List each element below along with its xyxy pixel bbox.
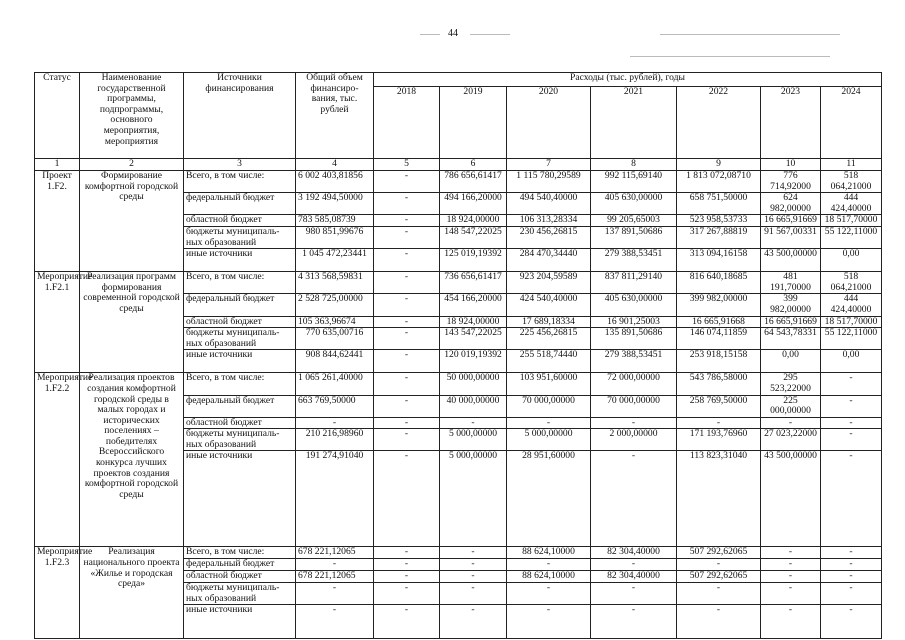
funding-source: бюджеты муниципаль-ных образований [184,429,296,451]
column-number: 3 [184,159,296,171]
year-value: - [761,571,821,583]
total-value: 4 313 568,59831 [296,272,374,294]
table-row [35,547,882,559]
year-value: 624 982,00000 [761,193,821,215]
year-value: 405 630,00000 [591,294,677,316]
year-value: - [821,429,882,451]
year-value: 28 951,60000 [507,451,591,547]
funding-source: бюджеты муниципаль-ных образований [184,328,296,350]
total-value: 908 844,62441 [296,350,374,373]
year-value: 16 665,91669 [761,215,821,227]
table-row [35,171,882,193]
row-name: Формирование комфортной городской среды [80,171,184,272]
column-number: 4 [296,159,374,171]
year-value: 507 292,62065 [677,571,761,583]
budget-table [34,72,882,639]
total-value: - [296,605,374,639]
header-name: Наименование государственной программы, подпрограммы, основного мероприятия, мероприятия [80,73,184,159]
year-value: - [761,417,821,429]
year-value: 55 122,11000 [821,328,882,350]
funding-source: иные источники [184,451,296,547]
funding-source: федеральный бюджет [184,193,296,215]
year-value: - [761,583,821,605]
row-status: Мероприятие 1.F2.2 [35,373,80,547]
funding-source: Всего, в том числе: [184,272,296,294]
year-value: 88 624,10000 [507,571,591,583]
year-value: 494 166,20000 [440,193,507,215]
year-value: 70 000,00000 [507,395,591,417]
year-value: 137 891,50686 [591,226,677,248]
year-value: 279 388,53451 [591,249,677,272]
year-value: 16 665,91669 [761,316,821,328]
year-value: 992 115,69140 [591,171,677,193]
header-source: Источники финансирования [184,73,296,159]
year-value: - [374,417,440,429]
year-value: - [374,215,440,227]
year-value: - [677,583,761,605]
year-value: - [374,547,440,559]
year-value: 70 000,00000 [591,395,677,417]
year-value: 253 918,15158 [677,350,761,373]
year-value: - [440,605,507,639]
year-value: 776 714,92000 [761,171,821,193]
year-value: 258 769,50000 [677,395,761,417]
funding-source: иные источники [184,249,296,272]
year-value: 230 456,26815 [507,226,591,248]
year-value: 279 388,53451 [591,350,677,373]
year-value: - [591,417,677,429]
year-value: 17 689,18334 [507,316,591,328]
year-value: 518 064,21000 [821,171,882,193]
funding-source: бюджеты муниципаль-ных образований [184,226,296,248]
row-status: Мероприятие 1.F2.3 [35,547,80,639]
year-value: 125 019,19392 [440,249,507,272]
year-value: 146 074,11859 [677,328,761,350]
year-value: 148 547,22025 [440,226,507,248]
total-value: - [296,559,374,571]
year-value: - [507,605,591,639]
total-value: 210 216,98960 [296,429,374,451]
year-value: - [821,571,882,583]
funding-source: областной бюджет [184,417,296,429]
total-value: 770 635,00716 [296,328,374,350]
year-value: 5 000,00000 [440,451,507,547]
year-value: - [374,272,440,294]
year-value: - [374,605,440,639]
year-value: 43 500,00000 [761,451,821,547]
year-value: 225 456,26815 [507,328,591,350]
year-value: 99 205,65003 [591,215,677,227]
year-value: - [507,559,591,571]
total-value: 1 045 472,23441 [296,249,374,272]
funding-source: бюджеты муниципаль-ных образований [184,583,296,605]
table-row [35,272,882,294]
year-value: 18 517,70000 [821,215,882,227]
header-year: 2023 [761,87,821,159]
year-value: - [374,451,440,547]
year-value: - [374,350,440,373]
funding-source: областной бюджет [184,215,296,227]
year-value: 736 656,61417 [440,272,507,294]
year-value: 82 304,40000 [591,547,677,559]
row-name: Реализация программ формирования современной городской среды [80,272,184,373]
year-value: - [374,429,440,451]
year-value: - [374,583,440,605]
header-year: 2021 [591,87,677,159]
year-value: - [821,373,882,395]
total-value: 1 065 261,40000 [296,373,374,395]
year-value: - [507,417,591,429]
header-year: 2019 [440,87,507,159]
year-value: - [440,571,507,583]
year-value: - [761,547,821,559]
year-value: 72 000,00000 [591,373,677,395]
column-number: 8 [591,159,677,171]
year-value: 523 958,53733 [677,215,761,227]
year-value: 50 000,00000 [440,373,507,395]
total-value: - [296,417,374,429]
total-value: 3 192 494,50000 [296,193,374,215]
year-value: 82 304,40000 [591,571,677,583]
total-value: - [296,583,374,605]
funding-source: Всего, в том числе: [184,373,296,395]
page-number: 44 [448,28,458,39]
year-value: - [374,373,440,395]
year-value: 1 813 072,08710 [677,171,761,193]
table-row [35,373,882,395]
year-value: 55 122,11000 [821,226,882,248]
year-value: - [821,547,882,559]
year-value: 481 191,70000 [761,272,821,294]
year-value: - [821,451,882,547]
year-value: 816 640,18685 [677,272,761,294]
total-value: 6 002 403,81856 [296,171,374,193]
year-value: 837 811,29140 [591,272,677,294]
year-value: 786 656,61417 [440,171,507,193]
total-value: 980 851,99676 [296,226,374,248]
year-value: 295 523,22000 [761,373,821,395]
year-value: - [591,583,677,605]
funding-source: областной бюджет [184,316,296,328]
year-value: 313 094,16158 [677,249,761,272]
scan-artifact [420,34,440,35]
funding-source: иные источники [184,350,296,373]
year-value: 444 424,40000 [821,294,882,316]
year-value: 284 470,34440 [507,249,591,272]
year-value: - [440,583,507,605]
year-value: - [761,559,821,571]
year-value: 91 567,00331 [761,226,821,248]
year-value: - [591,451,677,547]
header-year: 2024 [821,87,882,159]
column-number: 7 [507,159,591,171]
year-value: 5 000,00000 [440,429,507,451]
year-value: 43 500,00000 [761,249,821,272]
total-value: 663 769,50000 [296,395,374,417]
year-value: 225 000,00000 [761,395,821,417]
year-value: 106 313,28334 [507,215,591,227]
year-value: 64 543,78331 [761,328,821,350]
year-value: 0,00 [821,249,882,272]
column-number: 6 [440,159,507,171]
column-number: 5 [374,159,440,171]
column-number: 2 [80,159,184,171]
year-value: - [374,316,440,328]
year-value: - [761,605,821,639]
year-value: 399 982,00000 [677,294,761,316]
year-value: 5 000,00000 [507,429,591,451]
year-value: - [821,605,882,639]
year-value: 88 624,10000 [507,547,591,559]
funding-source: Всего, в том числе: [184,547,296,559]
year-value: - [677,605,761,639]
year-value: - [374,571,440,583]
year-value: 103 951,60000 [507,373,591,395]
year-value: - [374,171,440,193]
year-value: - [591,559,677,571]
year-value: 518 064,21000 [821,272,882,294]
year-value: 405 630,00000 [591,193,677,215]
scan-artifact [630,56,830,57]
total-value: 191 274,91040 [296,451,374,547]
year-value: 18 924,00000 [440,215,507,227]
year-value: - [821,395,882,417]
scan-artifact [470,34,510,35]
year-value: 113 823,31040 [677,451,761,547]
year-value: 1 115 780,29589 [507,171,591,193]
row-name: Реализация национального проекта «Жилье и городская среда» [80,547,184,639]
year-value: 16 901,25003 [591,316,677,328]
year-value: 2 000,00000 [591,429,677,451]
year-value: 454 166,20000 [440,294,507,316]
total-value: 678 221,12065 [296,547,374,559]
funding-source: федеральный бюджет [184,559,296,571]
year-value: 494 540,40000 [507,193,591,215]
header-year: 2018 [374,87,440,159]
year-value: - [821,417,882,429]
year-value: 27 023,22000 [761,429,821,451]
year-value: - [440,547,507,559]
header-total: Общий объем финансиро-вания, тыс. рублей [296,73,374,159]
year-value: - [591,605,677,639]
funding-source: Всего, в том числе: [184,171,296,193]
column-number: 1 [35,159,80,171]
year-value: 424 540,40000 [507,294,591,316]
year-value: 120 019,19392 [440,350,507,373]
year-value: - [374,328,440,350]
column-number: 10 [761,159,821,171]
year-value: - [440,417,507,429]
year-value: 317 267,88819 [677,226,761,248]
year-value: - [677,417,761,429]
header-status: Статус [35,73,80,159]
year-value: - [677,559,761,571]
year-value: 399 982,00000 [761,294,821,316]
funding-source: иные источники [184,605,296,639]
column-number: 9 [677,159,761,171]
row-status: Мероприятие 1.F2.1 [35,272,80,373]
year-value: - [507,583,591,605]
year-value: - [374,226,440,248]
year-value: 143 547,22025 [440,328,507,350]
year-value: - [821,583,882,605]
scan-artifact [660,34,840,35]
year-value: 18 517,70000 [821,316,882,328]
year-value: 0,00 [761,350,821,373]
year-value: - [374,294,440,316]
total-value: 678 221,12065 [296,571,374,583]
header-year: 2022 [677,87,761,159]
year-value: 0,00 [821,350,882,373]
year-value: 135 891,50686 [591,328,677,350]
column-number: 11 [821,159,882,171]
year-value: - [821,559,882,571]
table-body [35,171,882,639]
year-value: - [374,249,440,272]
year-value: 18 924,00000 [440,316,507,328]
header-year: 2020 [507,87,591,159]
funding-source: федеральный бюджет [184,395,296,417]
year-value: 40 000,00000 [440,395,507,417]
year-value: 507 292,62065 [677,547,761,559]
year-value: - [440,559,507,571]
funding-source: областной бюджет [184,571,296,583]
total-value: 2 528 725,00000 [296,294,374,316]
year-value: 923 204,59589 [507,272,591,294]
row-status: Проект 1.F2. [35,171,80,272]
header-expenses: Расходы (тыс. рублей), годы [374,73,882,87]
total-value: 783 585,08739 [296,215,374,227]
year-value: 171 193,76960 [677,429,761,451]
total-value: 105 363,96674 [296,316,374,328]
year-value: - [374,559,440,571]
year-value: - [374,193,440,215]
funding-source: федеральный бюджет [184,294,296,316]
year-value: 16 665,91668 [677,316,761,328]
row-name: Реализация проектов создания комфортной городской среды в малых городах и исторических поселениях – победителях Всероссийского конкурса лучших проектов создания комфортной городской среды [80,373,184,547]
year-value: 658 751,50000 [677,193,761,215]
year-value: 543 786,58000 [677,373,761,395]
year-value: 255 518,74440 [507,350,591,373]
year-value: 444 424,40000 [821,193,882,215]
year-value: - [374,395,440,417]
